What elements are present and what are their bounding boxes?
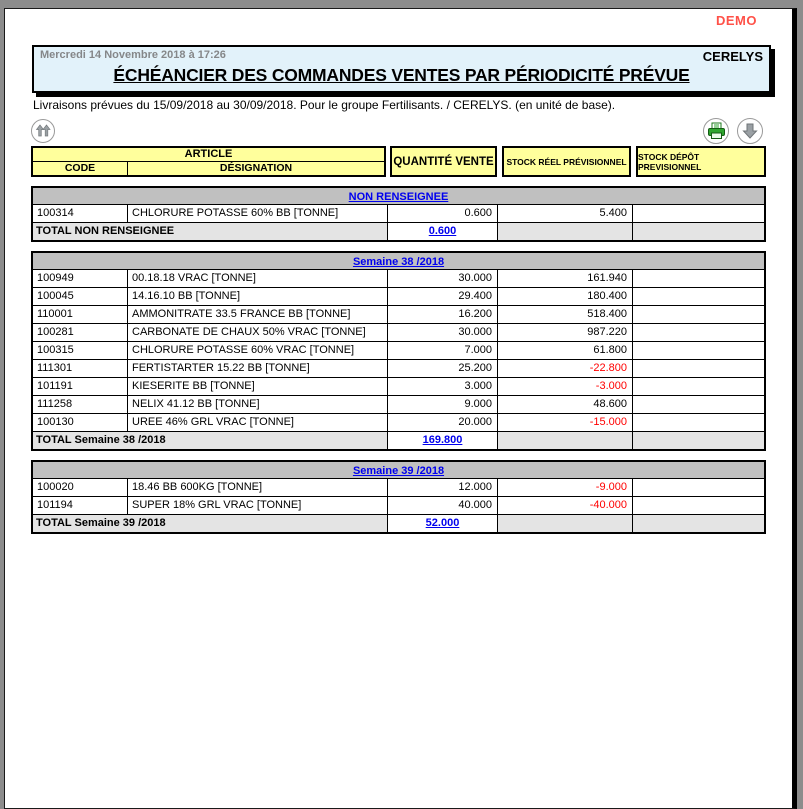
section-title-link[interactable]: Semaine 38 /2018 (352, 256, 445, 268)
total-stock-depot-cell (633, 223, 764, 240)
cell-designation: FERTISTARTER 15.22 BB [TONNE] (128, 360, 388, 377)
printer-glyph (707, 122, 726, 140)
header-code: CODE (33, 162, 128, 175)
cell-stock-depot (633, 270, 764, 287)
table-row (33, 360, 764, 378)
total-stock-depot-cell (633, 515, 764, 532)
section-rows (33, 205, 764, 223)
header-stock-depot: STOCK DÉPÔT PREVISIONNEL (636, 146, 766, 177)
cell-designation: KIESERITE BB [TONNE] (128, 378, 388, 395)
total-stock-reel-cell (498, 223, 633, 240)
cell-code: 100281 (33, 324, 128, 341)
cell-quantite-vente: 25.200 (388, 360, 498, 377)
cell-stock-depot (633, 497, 764, 514)
cell-designation: NELIX 41.12 BB [TONNE] (128, 396, 388, 413)
cell-designation: 14.16.10 BB [TONNE] (128, 288, 388, 305)
table-row (33, 324, 764, 342)
header-stock-reel: STOCK RÉEL PRÉVISIONNEL (502, 146, 631, 177)
down-arrow-glyph (741, 122, 759, 140)
total-value-link[interactable]: 52.000 (425, 517, 460, 529)
cell-designation: UREE 46% GRL VRAC [TONNE] (128, 414, 388, 431)
total-label: TOTAL NON RENSEIGNEE (33, 223, 388, 240)
cell-stock-depot (633, 414, 764, 431)
cell-stock-reel: 987.220 (498, 324, 633, 341)
cell-stock-reel: 518.400 (498, 306, 633, 323)
cell-designation: AMMONITRATE 33.5 FRANCE BB [TONNE] (128, 306, 388, 323)
section-header (33, 188, 764, 205)
report-datetime: Mercredi 14 Novembre 2018 à 17:26 (40, 49, 226, 61)
section-rows (33, 270, 764, 432)
report-title-box (32, 45, 771, 93)
cell-designation: 18.46 BB 600KG [TONNE] (128, 479, 388, 496)
total-label: TOTAL Semaine 38 /2018 (33, 432, 388, 449)
total-quantite-cell (388, 223, 498, 240)
cell-quantite-vente: 30.000 (388, 324, 498, 341)
cell-code: 100949 (33, 270, 128, 287)
cell-quantite-vente: 40.000 (388, 497, 498, 514)
report-section (31, 460, 766, 534)
cell-quantite-vente: 12.000 (388, 479, 498, 496)
cell-stock-depot (633, 378, 764, 395)
cell-code: 101194 (33, 497, 128, 514)
cell-stock-reel: 161.940 (498, 270, 633, 287)
table-row (33, 396, 764, 414)
total-value-link[interactable]: 0.600 (428, 225, 457, 237)
table-row (33, 270, 764, 288)
table-row (33, 288, 764, 306)
page-title: ÉCHÉANCIER DES COMMANDES VENTES PAR PÉRIODICITÉ PRÉVUE (113, 65, 690, 85)
total-value-link[interactable]: 169.800 (422, 434, 463, 446)
demo-watermark: DEMO (716, 13, 757, 28)
table-row (33, 479, 764, 497)
cell-code: 100315 (33, 342, 128, 359)
cell-stock-reel: 48.600 (498, 396, 633, 413)
section-header (33, 462, 764, 479)
down-arrow-icon[interactable] (737, 118, 763, 144)
section-rows (33, 479, 764, 515)
cell-stock-reel: -15.000 (498, 414, 633, 431)
cell-stock-depot (633, 306, 764, 323)
table-row (33, 342, 764, 360)
print-icon[interactable] (703, 118, 729, 144)
cell-stock-depot (633, 324, 764, 341)
total-stock-depot-cell (633, 432, 764, 449)
toolbar (31, 116, 766, 148)
cell-stock-reel: -22.800 (498, 360, 633, 377)
cell-stock-depot (633, 479, 764, 496)
report-page (4, 8, 797, 809)
total-quantite-cell (388, 515, 498, 532)
section-total-row (33, 515, 764, 532)
cell-code: 111258 (33, 396, 128, 413)
section-total-row (33, 223, 764, 240)
double-up-arrow-icon[interactable] (31, 119, 55, 143)
report-table (31, 146, 766, 534)
section-total-row (33, 432, 764, 449)
table-row (33, 414, 764, 432)
total-stock-reel-cell (498, 432, 633, 449)
header-designation: DÉSIGNATION (219, 162, 293, 174)
cell-code: 100020 (33, 479, 128, 496)
report-subtitle: Livraisons prévues du 15/09/2018 au 30/09/2018. Pour le groupe Fertilisants. / CERELYS. (en unité de base). (33, 98, 616, 112)
cell-quantite-vente: 9.000 (388, 396, 498, 413)
cell-code: 100130 (33, 414, 128, 431)
cell-quantite-vente: 29.400 (388, 288, 498, 305)
cell-quantite-vente: 3.000 (388, 378, 498, 395)
sections (31, 186, 766, 534)
section-header (33, 253, 764, 270)
cell-code: 101191 (33, 378, 128, 395)
cell-stock-depot (633, 342, 764, 359)
table-row (33, 306, 764, 324)
cell-designation: CARBONATE DE CHAUX 50% VRAC [TONNE] (128, 324, 388, 341)
header-article: ARTICLE (33, 148, 384, 162)
header-quantite-vente: QUANTITÉ VENTE (390, 146, 497, 177)
cell-stock-reel: 180.400 (498, 288, 633, 305)
cell-stock-reel: 5.400 (498, 205, 633, 222)
cell-quantite-vente: 0.600 (388, 205, 498, 222)
cell-code: 100314 (33, 205, 128, 222)
double-up-arrow-glyph (34, 122, 52, 140)
section-title-link[interactable]: Semaine 39 /2018 (352, 465, 445, 477)
cell-code: 110001 (33, 306, 128, 323)
total-label: TOTAL Semaine 39 /2018 (33, 515, 388, 532)
cell-quantite-vente: 20.000 (388, 414, 498, 431)
section-title-link[interactable]: NON RENSEIGNEE (348, 191, 449, 203)
cell-stock-depot (633, 396, 764, 413)
cell-stock-reel: -3.000 (498, 378, 633, 395)
report-section (31, 186, 766, 242)
cell-stock-depot (633, 360, 764, 377)
header-article-group (31, 146, 386, 177)
cell-quantite-vente: 7.000 (388, 342, 498, 359)
cell-designation: CHLORURE POTASSE 60% BB [TONNE] (128, 205, 388, 222)
table-row (33, 378, 764, 396)
company-name: CERELYS (702, 49, 763, 64)
table-row (33, 205, 764, 223)
cell-code: 111301 (33, 360, 128, 377)
cell-stock-reel: -9.000 (498, 479, 633, 496)
cell-quantite-vente: 30.000 (388, 270, 498, 287)
table-row (33, 497, 764, 515)
total-quantite-cell (388, 432, 498, 449)
cell-code: 100045 (33, 288, 128, 305)
report-section (31, 251, 766, 451)
cell-stock-reel: 61.800 (498, 342, 633, 359)
total-stock-reel-cell (498, 515, 633, 532)
table-header (31, 146, 766, 177)
cell-designation: 00.18.18 VRAC [TONNE] (128, 270, 388, 287)
cell-designation: CHLORURE POTASSE 60% VRAC [TONNE] (128, 342, 388, 359)
cell-designation: SUPER 18% GRL VRAC [TONNE] (128, 497, 388, 514)
cell-quantite-vente: 16.200 (388, 306, 498, 323)
cell-stock-depot (633, 288, 764, 305)
cell-stock-reel: -40.000 (498, 497, 633, 514)
cell-stock-depot (633, 205, 764, 222)
